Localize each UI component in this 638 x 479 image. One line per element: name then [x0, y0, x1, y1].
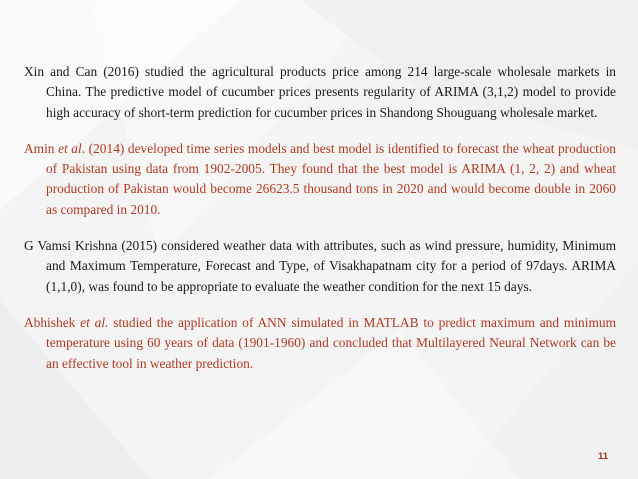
paragraph-2 — [24, 139, 616, 220]
page-number: 11 — [597, 451, 608, 462]
paragraph-2-italic: et al — [58, 140, 82, 156]
paragraph-4 — [24, 313, 616, 374]
paragraph-3 — [24, 236, 616, 297]
paragraph-3-text: G Vamsi Krishna (2015) considered weather data with attributes, such as wind pressure, humidity, Minimum and Maximum Temperature, Forecast and Type, of Visakhapatnam city for a period of 97days. ARIMA (1,1,0), was found to be appropriate to evaluate the weather condition for the next 15 days. — [24, 238, 616, 294]
paragraph-1-text: Xin and Can (2016) studied the agricultural products price among 214 large-scale wholesale markets in China. The predictive model of cucumber prices presents regularity of ARIMA (3,1,2) model to provide high accuracy of short-term prediction for cucumber prices in Shandong Shouguang wholesale market. — [24, 64, 616, 120]
content-area — [24, 62, 616, 390]
paragraph-2-text-b: . (2014) developed time series models and best model is identified to forecast the wheat production of Pakistan using data from 1902-2005. They found that the best model is ARIMA (1, 2, 2) and wheat production of Pakistan would become 26623.5 thousand tons in 2020 and would become double in 2060 as compared in 2010. — [46, 140, 616, 217]
paragraph-4-italic: et al. — [80, 314, 109, 330]
paragraph-1 — [24, 62, 616, 123]
paragraph-4-text-b: studied the application of ANN simulated in MATLAB to predict maximum and minimum temperature using 60 years of data (1901-1960) and concluded that Multilayered Neural Network can be an effective tool in weather prediction. — [46, 314, 616, 371]
paragraph-4-text-a: Abhishek — [24, 314, 81, 330]
paragraph-2-text-a: Amin — [24, 140, 59, 156]
